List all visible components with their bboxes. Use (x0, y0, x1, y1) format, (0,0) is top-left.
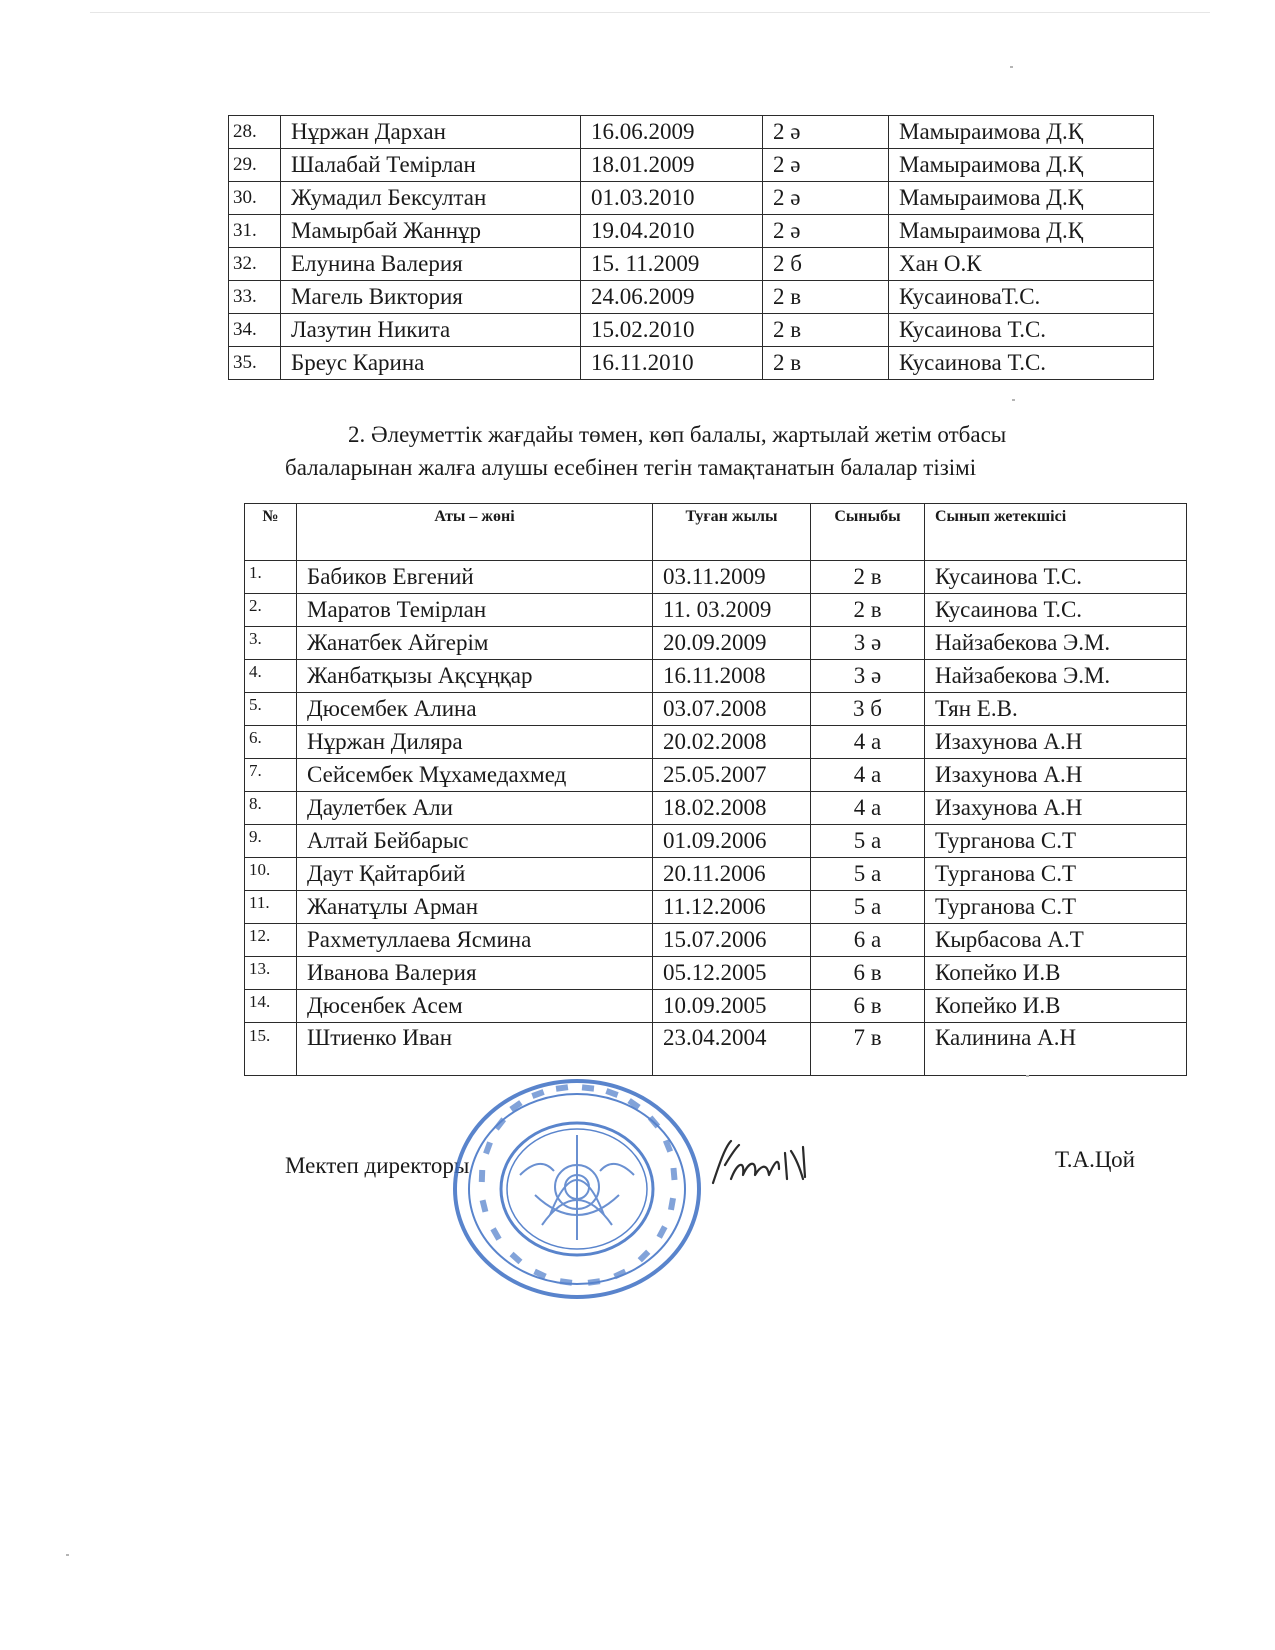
class-name: 4 а (811, 792, 925, 825)
table-row (245, 726, 1187, 759)
class-teacher: Мамыраимова Д.Қ (889, 182, 1154, 215)
student-name: Мамырбай Жаннұр (281, 215, 581, 248)
class-teacher: Хан О.К (889, 248, 1154, 281)
students-table-continued-body (229, 116, 1154, 380)
class-name: 4 а (811, 759, 925, 792)
table-header-row (245, 504, 1187, 561)
class-name: 5 а (811, 891, 925, 924)
class-teacher: Мамыраимова Д.Қ (889, 116, 1154, 149)
class-teacher: Кусаинова Т.С. (925, 561, 1187, 594)
section-heading (285, 418, 1165, 484)
row-number: 14. (245, 990, 297, 1023)
birth-date: 20.02.2008 (653, 726, 811, 759)
class-name: 2 в (811, 561, 925, 594)
row-number: 12. (245, 924, 297, 957)
table-row (245, 1023, 1187, 1076)
table-row (245, 990, 1187, 1023)
row-number: 6. (245, 726, 297, 759)
student-name: Сейсембек Мұхамедахмед (297, 759, 653, 792)
birth-date: 15. 11.2009 (581, 248, 763, 281)
row-number: 30. (229, 182, 281, 215)
class-teacher: Турганова С.Т (925, 891, 1187, 924)
row-number: 31. (229, 215, 281, 248)
class-name: 3 ә (811, 660, 925, 693)
class-teacher: Мамыраимова Д.Қ (889, 215, 1154, 248)
birth-date: 25.05.2007 (653, 759, 811, 792)
student-name: Даулетбек Али (297, 792, 653, 825)
class-teacher: Кусаинова Т.С. (889, 347, 1154, 380)
scan-speck (1010, 66, 1013, 68)
table-row (229, 248, 1154, 281)
birth-date: 19.04.2010 (581, 215, 763, 248)
class-teacher: Найзабекова Э.М. (925, 660, 1187, 693)
class-teacher: Изахунова А.Н (925, 792, 1187, 825)
class-name: 2 в (763, 314, 889, 347)
student-name: Бабиков Евгений (297, 561, 653, 594)
birth-date: 16.06.2009 (581, 116, 763, 149)
birth-date: 15.07.2006 (653, 924, 811, 957)
row-number: 7. (245, 759, 297, 792)
director-name: Т.А.Цой (1055, 1147, 1135, 1172)
table-row (229, 116, 1154, 149)
class-name: 2 ә (763, 182, 889, 215)
birth-date: 01.03.2010 (581, 182, 763, 215)
row-number: 8. (245, 792, 297, 825)
section-heading-line-1: 2. Әлеуметтік жағдайы төмен, көп балалы, жартылай жетім отбасы (348, 422, 1007, 447)
student-name: Жанатбек Айгерім (297, 627, 653, 660)
birth-date: 20.09.2009 (653, 627, 811, 660)
class-teacher: Тян Е.В. (925, 693, 1187, 726)
row-number: 11. (245, 891, 297, 924)
class-teacher: Турганова С.Т (925, 858, 1187, 891)
birth-date: 01.09.2006 (653, 825, 811, 858)
table-row (245, 693, 1187, 726)
students-table-continued (228, 115, 1154, 380)
row-number: 3. (245, 627, 297, 660)
class-teacher: Копейко И.В (925, 957, 1187, 990)
table-row (229, 314, 1154, 347)
birth-date: 20.11.2006 (653, 858, 811, 891)
birth-date: 15.02.2010 (581, 314, 763, 347)
class-teacher: Изахунова А.Н (925, 759, 1187, 792)
class-teacher: Калинина А.Н (925, 1023, 1187, 1076)
class-name: 2 в (763, 281, 889, 314)
row-number: 32. (229, 248, 281, 281)
table-row (245, 957, 1187, 990)
row-number: 29. (229, 149, 281, 182)
birth-date: 11. 03.2009 (653, 594, 811, 627)
class-name: 5 а (811, 858, 925, 891)
table-row (229, 215, 1154, 248)
row-number: 2. (245, 594, 297, 627)
student-name: Маратов Темірлан (297, 594, 653, 627)
class-name: 7 в (811, 1023, 925, 1076)
class-teacher: Найзабекова Э.М. (925, 627, 1187, 660)
birth-date: 03.11.2009 (653, 561, 811, 594)
row-number: 10. (245, 858, 297, 891)
table-row (245, 891, 1187, 924)
student-name: Бреус Карина (281, 347, 581, 380)
free-meals-students-table (244, 503, 1187, 1076)
table-row (245, 594, 1187, 627)
student-name: Дюсембек Алина (297, 693, 653, 726)
row-number: 34. (229, 314, 281, 347)
student-name: Елунина Валерия (281, 248, 581, 281)
class-teacher: Копейко И.В (925, 990, 1187, 1023)
header-birth: Туған жылы (653, 504, 811, 561)
class-name: 5 а (811, 825, 925, 858)
class-teacher: Мамыраимова Д.Қ (889, 149, 1154, 182)
table-row (245, 792, 1187, 825)
class-teacher: Кусаинова Т.С. (925, 594, 1187, 627)
class-teacher: Кусаинова Т.С. (889, 314, 1154, 347)
class-teacher: Кырбасова А.Т (925, 924, 1187, 957)
header-num: № (245, 504, 297, 561)
student-name: Жанбатқызы Ақсұңқар (297, 660, 653, 693)
student-name: Алтай Бейбарыс (297, 825, 653, 858)
class-name: 2 б (763, 248, 889, 281)
seal-icon (450, 1075, 705, 1303)
row-number: 33. (229, 281, 281, 314)
header-name: Аты – жөні (297, 504, 653, 561)
class-teacher: КусаиноваТ.С. (889, 281, 1154, 314)
student-name: Жанатұлы Арман (297, 891, 653, 924)
table-row (229, 281, 1154, 314)
table-row (245, 561, 1187, 594)
table-row (245, 924, 1187, 957)
birth-date: 23.04.2004 (653, 1023, 811, 1076)
row-number: 5. (245, 693, 297, 726)
student-name: Штиенко Иван (297, 1023, 653, 1076)
row-number: 4. (245, 660, 297, 693)
class-name: 3 б (811, 693, 925, 726)
student-name: Даут Қайтарбий (297, 858, 653, 891)
class-name: 6 в (811, 990, 925, 1023)
top-edge-line (90, 12, 1210, 13)
class-name: 2 ә (763, 149, 889, 182)
table-row (245, 759, 1187, 792)
birth-date: 03.07.2008 (653, 693, 811, 726)
scan-speck (66, 1554, 69, 1556)
row-number: 35. (229, 347, 281, 380)
scan-speck (1012, 399, 1015, 401)
student-name: Нұржан Диляра (297, 726, 653, 759)
class-name: 2 ә (763, 116, 889, 149)
student-name: Лазутин Никита (281, 314, 581, 347)
birth-date: 16.11.2010 (581, 347, 763, 380)
student-name: Иванова Валерия (297, 957, 653, 990)
header-teacher: Сынып жетекшісі (925, 504, 1187, 561)
class-name: 3 ә (811, 627, 925, 660)
birth-date: 10.09.2005 (653, 990, 811, 1023)
student-name: Жумадил Бексултан (281, 182, 581, 215)
birth-date: 24.06.2009 (581, 281, 763, 314)
class-name: 4 а (811, 726, 925, 759)
class-name: 2 ә (763, 215, 889, 248)
row-number: 28. (229, 116, 281, 149)
row-number: 15. (245, 1023, 297, 1076)
student-name: Рахметуллаева Ясмина (297, 924, 653, 957)
class-teacher: Изахунова А.Н (925, 726, 1187, 759)
student-name: Дюсенбек Асем (297, 990, 653, 1023)
birth-date: 11.12.2006 (653, 891, 811, 924)
class-teacher: Турганова С.Т (925, 825, 1187, 858)
birth-date: 16.11.2008 (653, 660, 811, 693)
table-row (245, 825, 1187, 858)
table-row (245, 858, 1187, 891)
header-class: Сыныбы (811, 504, 925, 561)
row-number: 13. (245, 957, 297, 990)
row-number: 9. (245, 825, 297, 858)
class-name: 6 а (811, 924, 925, 957)
birth-date: 18.02.2008 (653, 792, 811, 825)
birth-date: 05.12.2005 (653, 957, 811, 990)
class-name: 2 в (811, 594, 925, 627)
table-row (229, 149, 1154, 182)
class-name: 2 в (763, 347, 889, 380)
section-heading-line-2: балаларынан жалға алушы есебінен тегін тамақтанатын балалар тізімі (285, 455, 977, 480)
birth-date: 18.01.2009 (581, 149, 763, 182)
scan-speck (1026, 1075, 1029, 1077)
table-row (229, 347, 1154, 380)
table-row (245, 627, 1187, 660)
signature-icon (705, 1135, 815, 1195)
student-name: Шалабай Темірлан (281, 149, 581, 182)
table-row (245, 660, 1187, 693)
student-name: Нұржан Дархан (281, 116, 581, 149)
row-number: 1. (245, 561, 297, 594)
table-row (229, 182, 1154, 215)
class-name: 6 в (811, 957, 925, 990)
student-name: Магель Виктория (281, 281, 581, 314)
director-title: Мектеп директоры (285, 1153, 470, 1178)
free-meals-students-table-body (245, 561, 1187, 1076)
